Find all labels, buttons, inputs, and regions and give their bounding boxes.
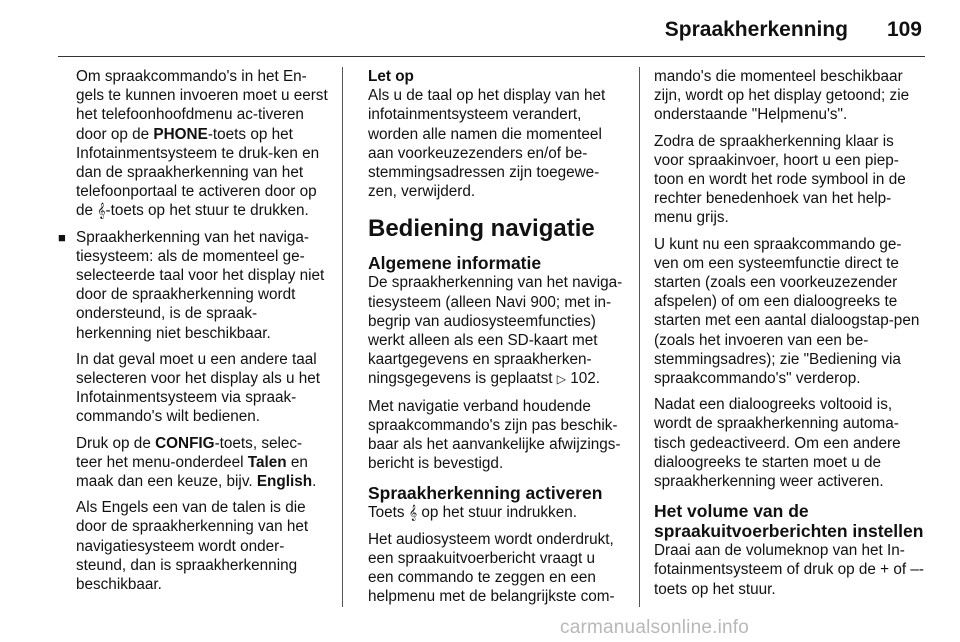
column-divider-1 [342,67,343,607]
paragraph: mando's die momenteel beschikbaar zijn, wordt op het display getoond; zie onderstaande "Helpmenu's". [654,68,910,124]
menu-item-english: English [256,473,313,491]
page-reference: 102. [570,370,601,388]
bullet-text: Spraakherkenning van het naviga-tiesysteem: als de momenteel ge-selecteerde taal voor het display niet door de spraakherkenning wordt ondersteund, is de spraak-herkenning niet beschikbaar. [76,228,325,342]
text: -toets op het Infotainmentsysteem te druk-ken en dan de spraakherkenning van het telefoonportaal te activeren door op de [76,125,320,220]
text: Druk op de [76,434,156,452]
paragraph: Draai aan de volumeknop van het In-fotainmentsysteem of druk op de + of –-toets op het stuur. [654,542,924,598]
page-number: 109 [886,18,922,41]
paragraph: Het audiosysteem wordt onderdrukt, een spraakuitvoerbericht vraagt u een commando te zeggen en een helpmenu met de belangrijkste com- [368,530,615,606]
page-header [0,0,960,62]
bullet-item [56,228,328,343]
voice-control-icon: 𝄞 [97,202,106,219]
text: Om spraakcommando's in het En-gels te kunnen invoeren moet u eerst het telefoonhoofdmenu ac-tiveren door op de [76,68,328,143]
text: op het stuur indrukken. [417,504,577,522]
paragraph [368,273,624,389]
phone-key: PHONE [153,125,208,143]
text: De spraakherkenning van het naviga-tiesysteem (alleen Navi 900; met in-begrip van audiosysteemfuncties) werkt alleen als een SD-kaart met kaartgegevens en spraakherken-ningsgegevens is geplaatst [368,274,623,388]
paragraph: In dat geval moet u een andere taal selecteren voor het display als u het Infotainmentsysteem via spraak-commando's wilt bedienen. [76,350,321,426]
bullet-square-icon: ■ [58,229,66,245]
page-title: Spraakherkenning [664,18,848,41]
paragraph-phone [56,67,328,221]
column-1 [56,67,328,601]
config-key: CONFIG [155,434,215,452]
paragraph: U kunt nu een spraakcommando ge-ven om een systeemfunctie direct te starten (zoals een voorkeuzezender afspelen) of om een dialoogreeks te starten met een aantal dialoogstap-pen (zoals het invoeren van een be-stemmingsadres); zie "Bediening via spraakcommando's" verderop. [654,235,920,388]
column-3 [654,67,926,606]
column-2 [368,67,624,613]
text: Toets [368,504,409,522]
note-text: Als u de taal op het display van het infotainmentsysteem verandert, worden alle namen die momenteel aan voorkeuzezenders en/of be-stemmingsadressen zijn toegewe-zen, verwijderd. [368,87,606,201]
subsection-heading: Spraakherkenning activeren [368,483,603,504]
column-divider-2 [639,67,640,607]
paragraph: Met navigatie verband houdende spraakcommando's zijn pas beschik-baar als het aanvankelijke afwijzings-bericht is bevestigd. [368,397,621,473]
arrow-ref-icon: ▷ [556,372,567,387]
paragraph: Nadat een dialoogreeks voltooid is, wordt de spraakherkenning automa-tisch gedeactiveerd. Om een andere dialoogreeks te starten moet u de spraakherkenning weer activeren. [654,396,901,491]
paragraph: Als Engels een van de talen is die door de spraakherkenning van het navigatiesysteem wordt onder-steund, dan is spraakherkenning beschikbaar. [76,499,309,594]
paragraph: Zodra de spraakherkenning klaar is voor spraakinvoer, hoort u een piep-toon en wordt het rode symbool in de rechter benedenhoek van het help-menu grijs. [654,132,906,227]
paragraph-config [56,434,328,492]
text: . [312,473,317,491]
header-divider [58,56,925,57]
text: en maak dan een keuze, bijv. [76,453,308,491]
note-title: Let op [368,68,414,85]
text: -toets op het stuur te drukken. [105,202,309,220]
text: -toets, selec-teer het menu-onderdeel [76,434,303,471]
voice-control-icon: 𝄞 [408,504,418,521]
paragraph [368,503,624,522]
subsection-heading: Het volume van de spraakuitvoerberichten instellen [654,501,924,542]
menu-item-talen: Talen [247,453,287,471]
subsection-heading: Algemene informatie [368,253,542,274]
watermark: carmanualsonline.info [560,617,750,638]
section-heading: Bediening navigatie [368,215,595,243]
